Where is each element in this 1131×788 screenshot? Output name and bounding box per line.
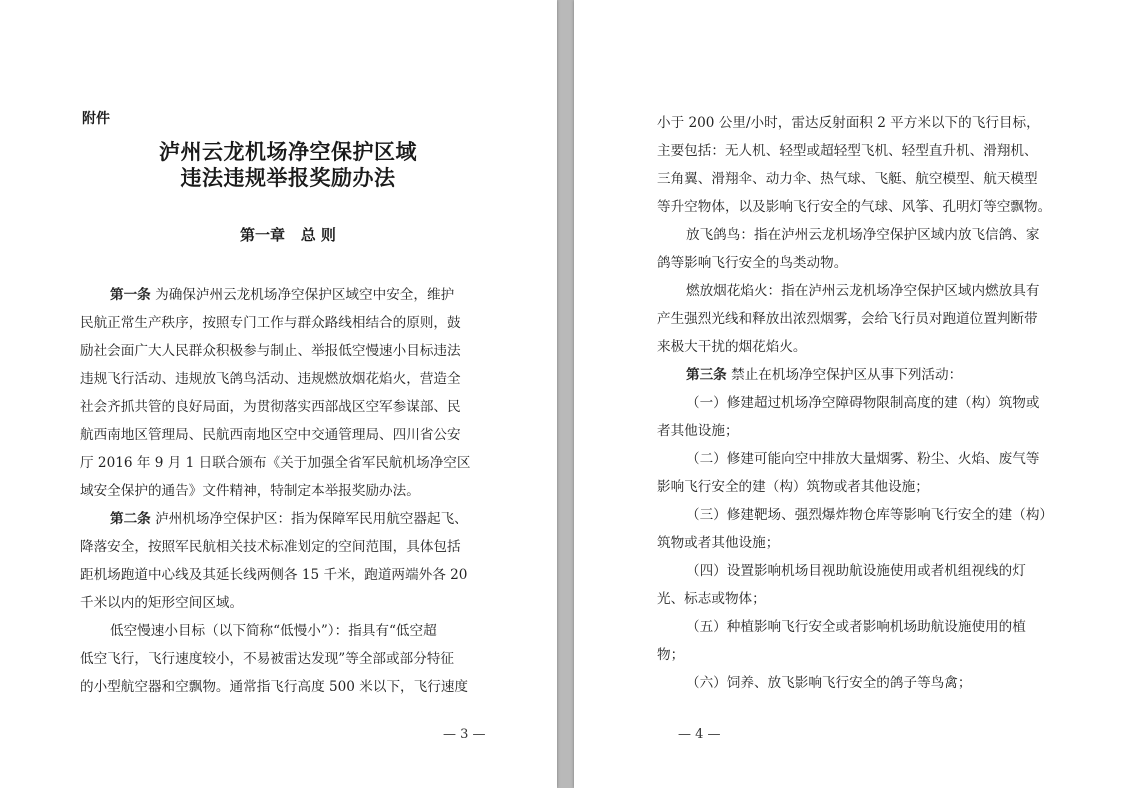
text-line: 域安全保护的通告》文件精神，特制定本举报奖励办法。: [80, 483, 420, 499]
text-line: 影响飞行安全的建（构）筑物或者其他设施；: [657, 479, 929, 495]
text-line: （二）修建可能向空中排放大量烟雾、粉尘、火焰、废气等: [686, 451, 1040, 467]
text-line: 违规飞行活动、违规放飞鸽鸟活动、违规燃放烟花焰火，营造全: [80, 371, 461, 387]
text-line: 民航正常生产秩序，按照专门工作与群众路线相结合的原则，鼓: [80, 315, 461, 331]
text-line: （五）种植影响飞行安全或者影响机场助航设施使用的植: [686, 619, 1026, 635]
chapter-heading: 第一章 总 则: [240, 226, 336, 244]
text-line: 燃放烟花焰火：指在泸州云龙机场净空保护区域内燃放具有: [686, 283, 1040, 299]
text-line: 物；: [657, 647, 685, 663]
text-line: 产生强烈光线和释放出浓烈烟雾，会给飞行员对跑道位置判断带: [657, 311, 1038, 327]
article-label: 第二条: [110, 511, 151, 527]
text-line: [110, 510, 468, 528]
text-line: 主要包括：无人机、轻型或超轻型飞机、轻型直升机、滑翔机、: [657, 143, 1038, 159]
text-line: 的小型航空器和空飘物。通常指飞行高度 500 米以下，飞行速度: [80, 679, 469, 695]
document-title-line-1: 泸州云龙机场净空保护区域: [159, 139, 417, 164]
article-label: 第三条: [686, 367, 727, 383]
line-text: 为确保泸州云龙机场净空保护区域空中安全，维护: [150, 287, 455, 303]
article-label: 第一条: [110, 287, 151, 303]
text-line: [110, 286, 454, 304]
text-line: 放飞鸽鸟：指在泸州云龙机场净空保护区域内放飞信鸽、家: [686, 227, 1040, 243]
text-line: 筑物或者其他设施；: [657, 535, 780, 551]
text-line: 低空飞行，飞行速度较小，不易被雷达发现”等全部或部分特征: [80, 651, 454, 667]
document-page-3: [0, 0, 557, 788]
line-text: 泸州机场净空保护区：指为保障军民用航空器起飞、: [150, 511, 468, 527]
page-number: — 3 —: [443, 727, 486, 742]
text-line: 低空慢速小目标（以下简称“低慢小”）：指具有“低空超: [110, 623, 437, 639]
text-line: 千米以内的矩形空间区域。: [80, 595, 244, 611]
text-line: 厅 2016 年 9 月 1 日联合颁布《关于加强全省军民航机场净空区: [80, 455, 471, 471]
document-page-4: [574, 0, 1131, 788]
text-line: （四）设置影响机场目视助航设施使用或者机组视线的灯: [686, 563, 1026, 579]
page-number: — 4 —: [678, 727, 721, 742]
text-line: [686, 366, 962, 384]
text-line: 降落安全，按照军民航相关技术标准划定的空间范围，具体包括: [80, 539, 461, 555]
text-line: 小于 200 公里/小时，雷达反射面积 2 平方米以下的飞行目标，: [657, 115, 1040, 131]
text-line: 励社会面广大人民群众积极参与制止、举报低空慢速小目标违法: [80, 343, 461, 359]
text-line: 距机场跑道中心线及其延长线两侧各 15 千米，跑道两端外各 20: [80, 567, 468, 583]
text-line: 社会齐抓共管的良好局面，为贯彻落实西部战区空军参谋部、民: [80, 399, 461, 415]
text-line: 鸽等影响飞行安全的鸟类动物。: [657, 255, 848, 271]
text-line: 航西南地区管理局、民航西南地区空中交通管理局、四川省公安: [80, 427, 461, 443]
text-line: 者其他设施；: [657, 423, 739, 439]
line-text: 禁止在机场净空保护区从事下列活动：: [726, 367, 963, 383]
text-line: （三）修建靶场、强烈爆炸物仓库等影响飞行安全的建（构）: [686, 507, 1054, 523]
document-title-line-2: 违法违规举报奖励办法: [180, 165, 396, 190]
attachment-label: 附件: [82, 111, 110, 127]
text-line: （一）修建超过机场净空障碍物限制高度的建（构）筑物或: [686, 395, 1040, 411]
text-line: 来极大干扰的烟花焰火。: [657, 339, 807, 355]
text-line: （六）饲养、放飞影响飞行安全的鸽子等鸟禽；: [686, 675, 972, 691]
text-line: 三角翼、滑翔伞、动力伞、热气球、飞艇、航空模型、航天模型: [657, 171, 1038, 187]
text-line: 等升空物体，以及影响飞行安全的气球、风筝、孔明灯等空飘物。: [657, 199, 1052, 215]
text-line: 光、标志或物体；: [657, 591, 766, 607]
